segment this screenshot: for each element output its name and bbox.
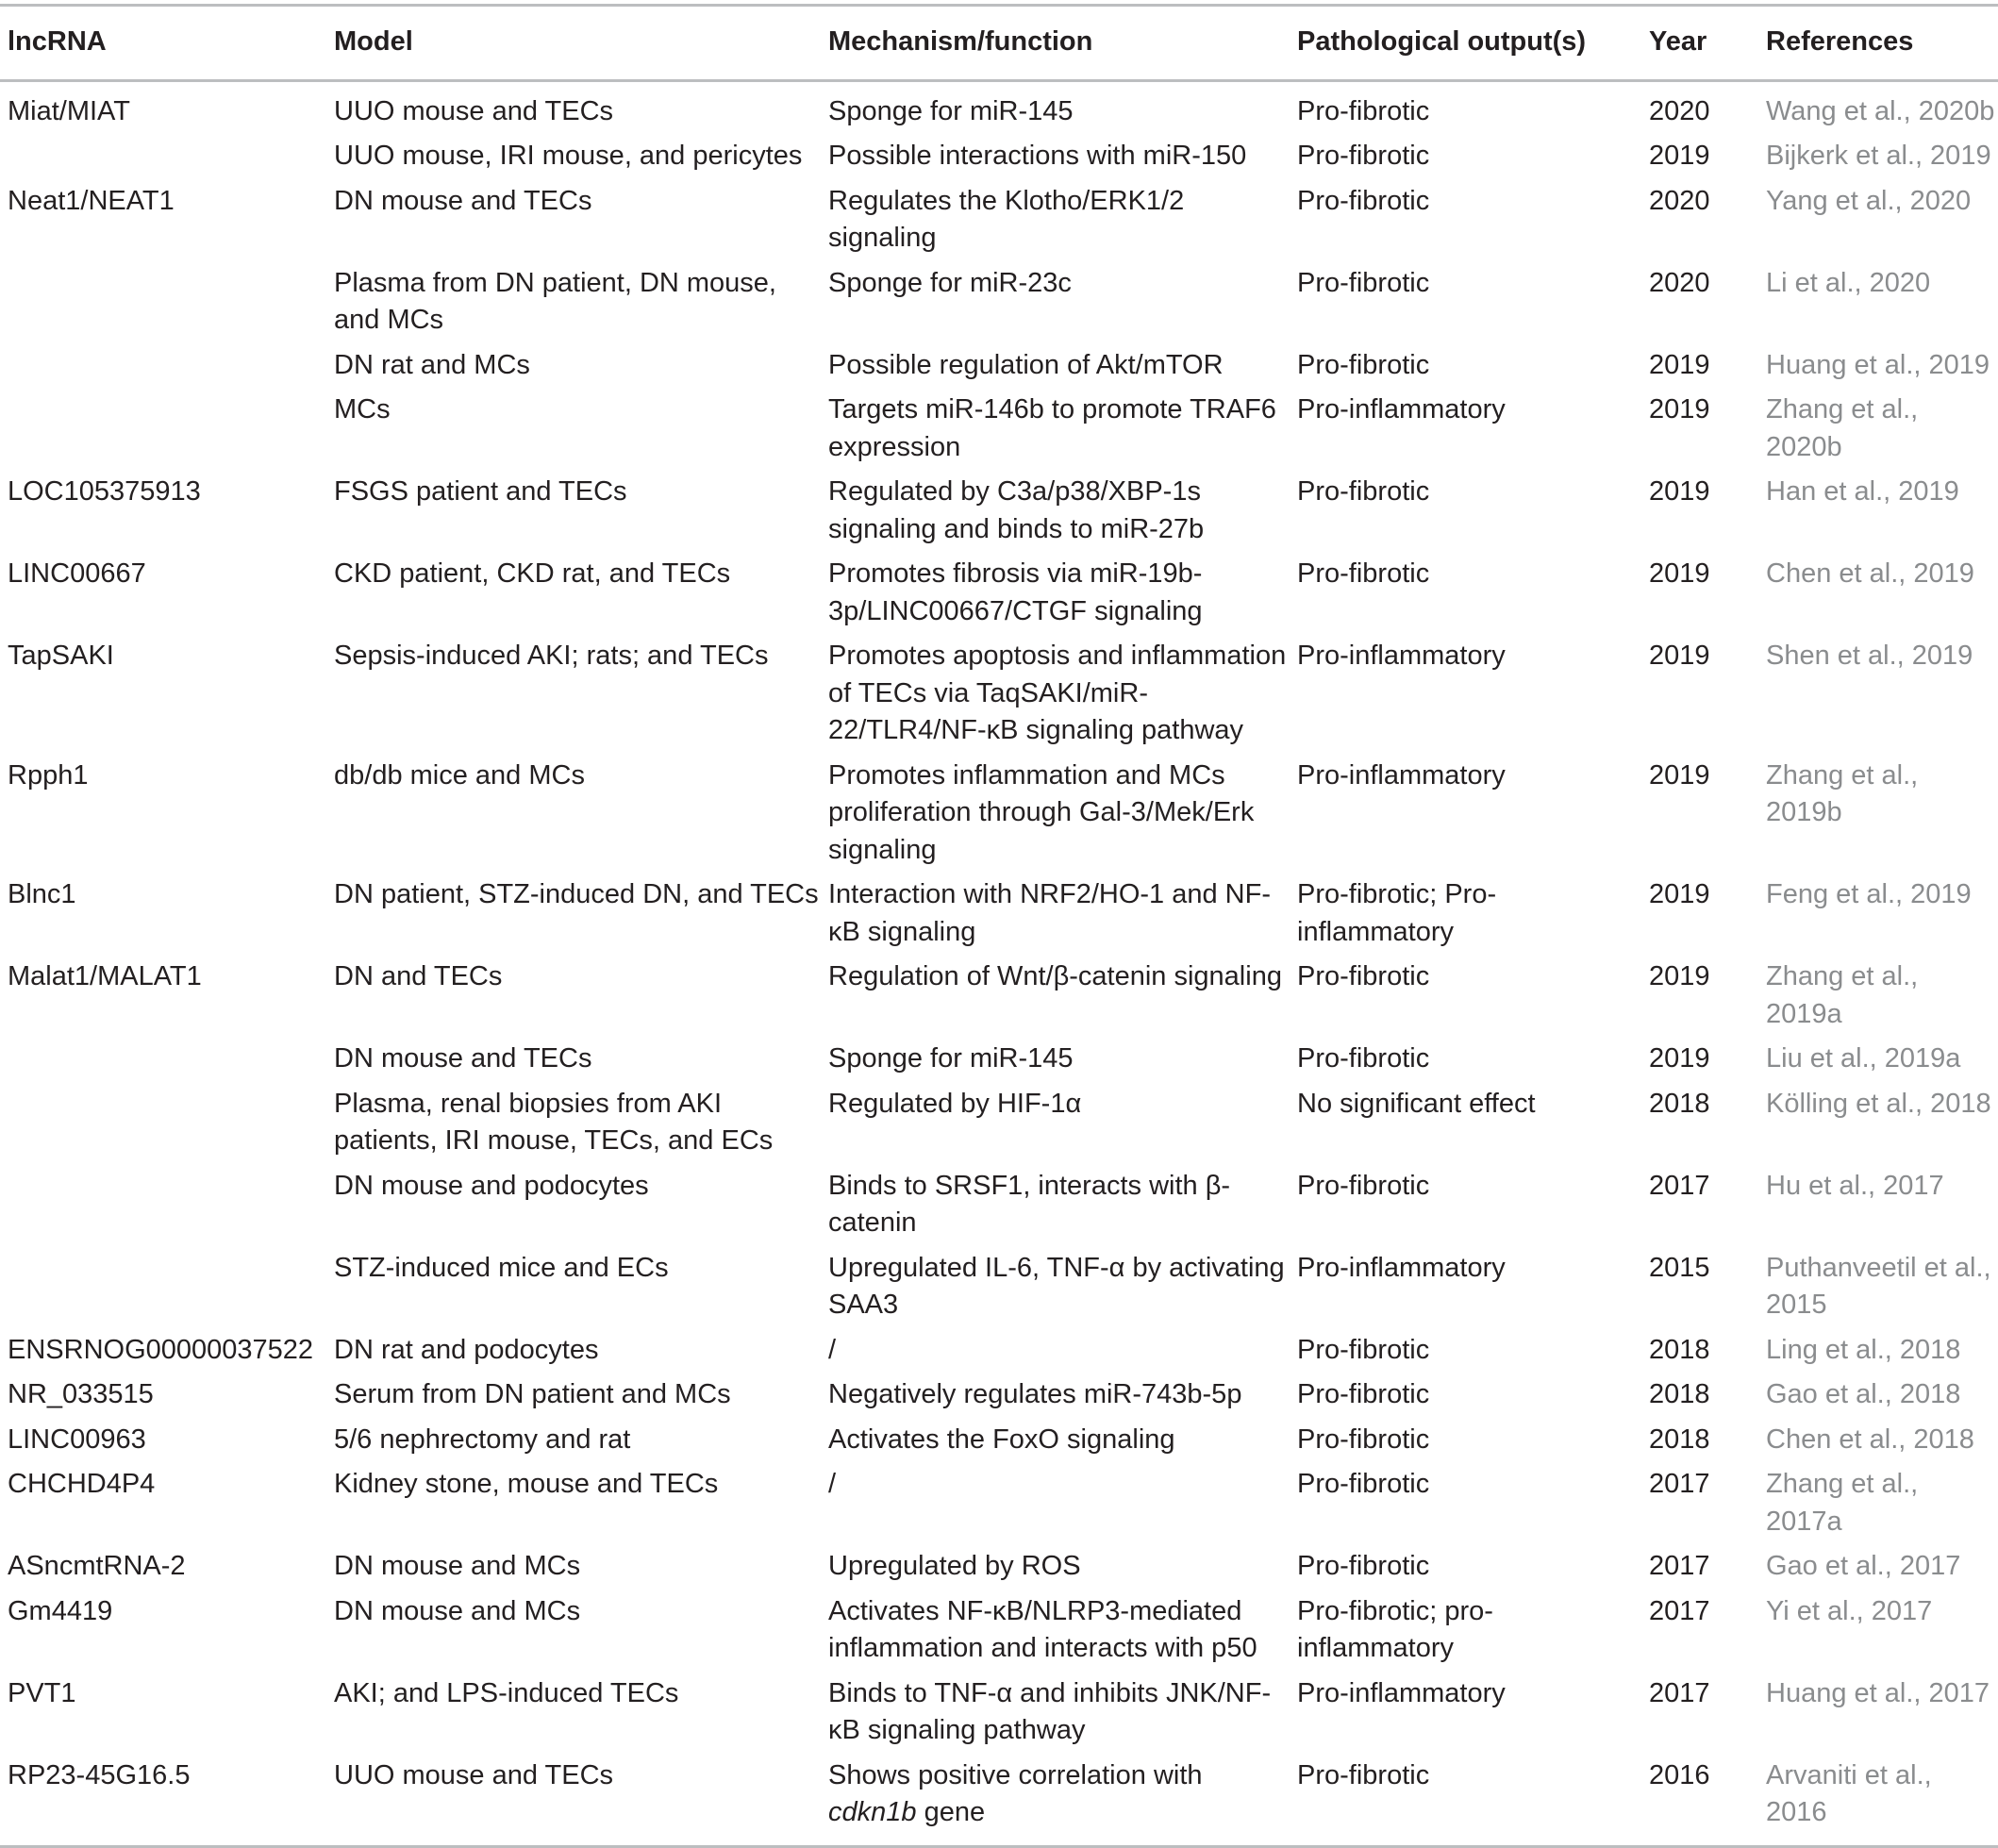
- cell-model: DN mouse and MCs: [334, 1595, 581, 1626]
- table-row: [0, 1164, 1998, 1246]
- cell-lncrna: [0, 1164, 326, 1246]
- cell-reference: Wang et al., 2020b: [1766, 95, 1995, 126]
- cell-lncrna: LINC00963: [8, 1423, 146, 1455]
- cell-year: 2017: [1649, 1170, 1710, 1201]
- cell-output: Pro-inflammatory: [1297, 641, 1506, 671]
- cell-lncrna: ASncmtRNA-2: [8, 1551, 186, 1581]
- cell-reference: Zhang et al., 2019a: [1766, 961, 1919, 1029]
- cell-model: MCs: [334, 394, 391, 425]
- cell-lncrna: Blnc1: [8, 879, 76, 909]
- cell-reference: Yi et al., 2017: [1766, 1595, 1933, 1626]
- cell-output: Pro-inflammatory: [1297, 1677, 1506, 1708]
- table-body: [0, 80, 1998, 1846]
- table-row: [0, 1590, 1998, 1672]
- table-row: [0, 388, 1998, 470]
- cell-lncrna: Miat/MIAT: [8, 95, 130, 126]
- lncrna-table: [0, 4, 1998, 1848]
- cell-output: Pro-fibrotic: [1297, 141, 1430, 171]
- table-row: [0, 873, 1998, 955]
- cell-output: Pro-fibrotic: [1297, 1551, 1430, 1581]
- cell-output: Pro-fibrotic: [1297, 476, 1430, 507]
- table-row: [0, 1418, 1998, 1463]
- cell-output: Pro-fibrotic: [1297, 1469, 1430, 1499]
- cell-reference: Ling et al., 2018: [1766, 1334, 1961, 1365]
- cell-reference: Puthanveetil et al., 2015: [1766, 1252, 1991, 1320]
- cell-reference: Han et al., 2019: [1766, 476, 1959, 507]
- table-row: [0, 1754, 1998, 1847]
- cell-output: Pro-inflammatory: [1297, 759, 1506, 791]
- table-header-row: [0, 6, 1998, 81]
- cell-reference: Yang et al., 2020: [1766, 185, 1972, 216]
- cell-year: 2020: [1649, 95, 1710, 126]
- cell-output: Pro-fibrotic: [1297, 349, 1430, 380]
- cell-lncrna: ENSRNOG00000037522: [8, 1334, 314, 1365]
- cell-model: db/db mice and MCs: [334, 759, 585, 791]
- cell-year: 2018: [1649, 1379, 1710, 1409]
- cell-model: AKI; and LPS-induced TECs: [334, 1677, 679, 1708]
- cell-lncrna: NR_033515: [8, 1379, 154, 1409]
- table-row: [0, 1462, 1998, 1544]
- cell-lncrna: RP23-45G16.5: [0, 1754, 326, 1847]
- cell-output: Pro-fibrotic: [1297, 558, 1430, 589]
- cell-output: Pro-fibrotic: [1297, 95, 1430, 126]
- cell-output: Pro-fibrotic: [1297, 267, 1430, 298]
- cell-mechanism: Promotes apoptosis and inflammation of TECs via TaqSAKI/miR-22/TLR4/NF-κB signaling pathway: [828, 641, 1287, 745]
- cell-lncrna: LINC00667: [8, 558, 146, 589]
- cell-model: 5/6 nephrectomy and rat: [334, 1423, 631, 1455]
- mechanism-text: Shows positive correlation with: [828, 1759, 1203, 1790]
- cell-year: 2019: [1649, 641, 1710, 671]
- table-row: [0, 179, 1998, 261]
- cell-model: DN rat and podocytes: [334, 1334, 599, 1365]
- cell-mechanism: Regulated by C3a/p38/XBP-1s signaling and binds to miR-27b: [828, 476, 1205, 544]
- cell-year: 2019: [1649, 879, 1710, 909]
- cell-reference: Gao et al., 2017: [1766, 1551, 1961, 1581]
- header-year: Year: [1641, 6, 1758, 81]
- cell-reference: Gao et al., 2018: [1766, 1379, 1961, 1409]
- cell-model: DN mouse and podocytes: [334, 1170, 649, 1201]
- table-row: [0, 1246, 1998, 1328]
- cell-mechanism: Regulated by HIF-1α: [828, 1088, 1082, 1119]
- cell-lncrna: [0, 134, 326, 179]
- cell-model: UUO mouse, IRI mouse, and pericytes: [334, 141, 803, 171]
- cell-mechanism: Promotes inflammation and MCs proliferation through Gal-3/Mek/Erk signaling: [828, 759, 1255, 865]
- cell-mechanism: Upregulated by ROS: [828, 1551, 1081, 1581]
- cell-year: 2018: [1649, 1088, 1710, 1119]
- cell-reference: Chen et al., 2019: [1766, 558, 1974, 589]
- cell-reference: Feng et al., 2019: [1766, 879, 1972, 909]
- cell-mechanism: Targets miR-146b to promote TRAF6 expression: [828, 394, 1276, 462]
- table-row: [0, 80, 1998, 134]
- cell-output: Pro-inflammatory: [1297, 394, 1506, 425]
- cell-year: 2019: [1649, 1043, 1710, 1074]
- cell-model: DN and TECs: [334, 961, 503, 991]
- cell-year: 2015: [1649, 1252, 1710, 1283]
- cell-year: 2019: [1649, 394, 1710, 425]
- cell-year: 2018: [1649, 1423, 1710, 1455]
- cell-output: Pro-fibrotic: [1297, 1170, 1430, 1201]
- cell-mechanism: Possible regulation of Akt/mTOR: [828, 349, 1224, 380]
- table-row: [0, 470, 1998, 552]
- cell-year: 2019: [1649, 141, 1710, 171]
- table-row: [0, 634, 1998, 754]
- header-references: References: [1758, 6, 1998, 81]
- table-row: [0, 1672, 1998, 1754]
- cell-year: 2017: [1649, 1551, 1710, 1581]
- cell-reference: Huang et al., 2019: [1766, 349, 1990, 380]
- header-mechanism: Mechanism/function: [821, 6, 1290, 81]
- cell-reference: Zhang et al., 2020b: [1766, 394, 1919, 462]
- cell-lncrna: [0, 1037, 326, 1082]
- cell-mechanism: Activates NF-κB/NLRP3-mediated inflammation and interacts with p50: [828, 1595, 1257, 1663]
- cell-lncrna: Rpph1: [8, 759, 89, 791]
- cell-reference: Zhang et al., 2019b: [1766, 759, 1919, 827]
- table-row: [0, 1037, 1998, 1082]
- table-row: [0, 754, 1998, 874]
- cell-mechanism: Binds to SRSF1, interacts with β-catenin: [828, 1170, 1231, 1238]
- cell-model: STZ-induced mice and ECs: [334, 1252, 669, 1283]
- table-row: [0, 1544, 1998, 1590]
- table-row: [0, 261, 1998, 343]
- cell-reference: Kölling et al., 2018: [1766, 1088, 1991, 1119]
- cell-model: Serum from DN patient and MCs: [334, 1379, 731, 1409]
- cell-mechanism: Promotes fibrosis via miR-19b-3p/LINC00667/CTGF signaling: [828, 558, 1203, 626]
- cell-mechanism: Upregulated IL-6, TNF-α by activating SAA3: [828, 1252, 1285, 1320]
- cell-lncrna: [0, 388, 326, 470]
- mechanism-text-tail: gene: [916, 1797, 986, 1827]
- cell-mechanism: Activates the FoxO signaling: [828, 1423, 1175, 1455]
- cell-model: FSGS patient and TECs: [334, 476, 627, 507]
- cell-model: Plasma from DN patient, DN mouse, and MCs: [334, 267, 776, 335]
- cell-output: Pro-fibrotic; pro-inflammatory: [1297, 1595, 1493, 1663]
- cell-output: Pro-fibrotic: [1297, 1423, 1430, 1455]
- cell-output: Pro-fibrotic: [1297, 961, 1430, 991]
- header-output: Pathological output(s): [1290, 6, 1641, 81]
- cell-model: DN mouse and TECs: [334, 185, 592, 216]
- cell-year: 2019: [1649, 759, 1710, 791]
- cell-reference: Chen et al., 2018: [1766, 1423, 1974, 1455]
- cell-mechanism: Regulation of Wnt/β-catenin signaling: [828, 961, 1282, 991]
- cell-model: DN patient, STZ-induced DN, and TECs: [334, 879, 819, 909]
- cell-reference: Hu et al., 2017: [1766, 1170, 1944, 1201]
- cell-lncrna: [0, 343, 326, 389]
- cell-mechanism: Negatively regulates miR-743b-5p: [828, 1379, 1242, 1409]
- cell-year: 2016: [1641, 1754, 1758, 1847]
- cell-model: Plasma, renal biopsies from AKI patients, IRI mouse, TECs, and ECs: [334, 1088, 774, 1156]
- cell-lncrna: [0, 261, 326, 343]
- cell-output: Pro-fibrotic: [1297, 1043, 1430, 1074]
- cell-model: DN mouse and MCs: [334, 1551, 581, 1581]
- cell-reference: Arvaniti et al., 2016: [1758, 1754, 1998, 1847]
- cell-output: Pro-fibrotic: [1297, 185, 1430, 216]
- table-row: [0, 134, 1998, 179]
- cell-lncrna: CHCHD4P4: [8, 1469, 156, 1499]
- cell-year: 2017: [1649, 1469, 1710, 1499]
- cell-mechanism: Possible interactions with miR-150: [828, 141, 1247, 171]
- cell-lncrna: LOC105375913: [8, 476, 201, 507]
- cell-model: UUO mouse and TECs: [334, 95, 614, 126]
- table-row: [0, 1373, 1998, 1418]
- table-row: [0, 552, 1998, 634]
- gene-name-italic: cdkn1b: [828, 1797, 917, 1827]
- cell-year: 2019: [1649, 349, 1710, 380]
- cell-mechanism: Sponge for miR-145: [828, 1043, 1074, 1074]
- cell-lncrna: Gm4419: [8, 1595, 113, 1626]
- cell-output: Pro-fibrotic; Pro-inflammatory: [1297, 879, 1497, 947]
- cell-year: 2017: [1649, 1677, 1710, 1708]
- cell-mechanism: Sponge for miR-145: [828, 95, 1074, 126]
- cell-mechanism: Regulates the Klotho/ERK1/2 signaling: [828, 185, 1185, 253]
- cell-year: 2019: [1649, 558, 1710, 589]
- cell-year: 2020: [1649, 185, 1710, 216]
- cell-year: 2017: [1649, 1595, 1710, 1626]
- cell-model: DN mouse and TECs: [334, 1043, 592, 1074]
- cell-lncrna: [0, 1082, 326, 1164]
- cell-year: 2018: [1649, 1334, 1710, 1365]
- table-row: [0, 1082, 1998, 1164]
- header-lncrna: lncRNA: [0, 6, 326, 81]
- table-row: [0, 343, 1998, 389]
- cell-output: Pro-fibrotic: [1290, 1754, 1641, 1847]
- cell-year: 2020: [1649, 267, 1710, 298]
- cell-reference: Shen et al., 2019: [1766, 641, 1973, 671]
- cell-lncrna: [0, 1246, 326, 1328]
- cell-output: No significant effect: [1297, 1088, 1536, 1119]
- cell-reference: Li et al., 2020: [1766, 267, 1931, 298]
- cell-output: Pro-fibrotic: [1297, 1379, 1430, 1409]
- cell-mechanism: /: [828, 1334, 837, 1365]
- cell-mechanism: Binds to TNF-α and inhibits JNK/NF-κB signaling pathway: [828, 1677, 1272, 1745]
- cell-mechanism: Interaction with NRF2/HO-1 and NF-κB signaling: [828, 879, 1271, 947]
- cell-year: 2019: [1649, 961, 1710, 991]
- cell-model: Sepsis-induced AKI; rats; and TECs: [334, 641, 769, 671]
- header-model: Model: [326, 6, 821, 81]
- cell-lncrna: Neat1/NEAT1: [8, 185, 175, 216]
- cell-lncrna: TapSAKI: [8, 641, 114, 671]
- cell-model: DN rat and MCs: [334, 349, 530, 380]
- cell-mechanism: Sponge for miR-23c: [828, 267, 1072, 298]
- cell-model: UUO mouse and TECs: [326, 1754, 821, 1847]
- cell-model: CKD patient, CKD rat, and TECs: [334, 558, 731, 589]
- cell-reference: Huang et al., 2017: [1766, 1677, 1990, 1708]
- cell-reference: Zhang et al., 2017a: [1766, 1469, 1919, 1537]
- cell-reference: Bijkerk et al., 2019: [1766, 141, 1991, 171]
- cell-model: Kidney stone, mouse and TECs: [334, 1469, 719, 1499]
- cell-lncrna: PVT1: [8, 1677, 76, 1708]
- cell-mechanism: /: [828, 1469, 837, 1499]
- cell-output: Pro-inflammatory: [1297, 1252, 1506, 1283]
- table-row: [0, 1328, 1998, 1374]
- table-row: [0, 955, 1998, 1037]
- cell-year: 2019: [1649, 476, 1710, 507]
- cell-lncrna: Malat1/MALAT1: [8, 961, 202, 991]
- cell-mechanism: [821, 1754, 1290, 1847]
- cell-reference: Liu et al., 2019a: [1766, 1043, 1961, 1074]
- cell-output: Pro-fibrotic: [1297, 1334, 1430, 1365]
